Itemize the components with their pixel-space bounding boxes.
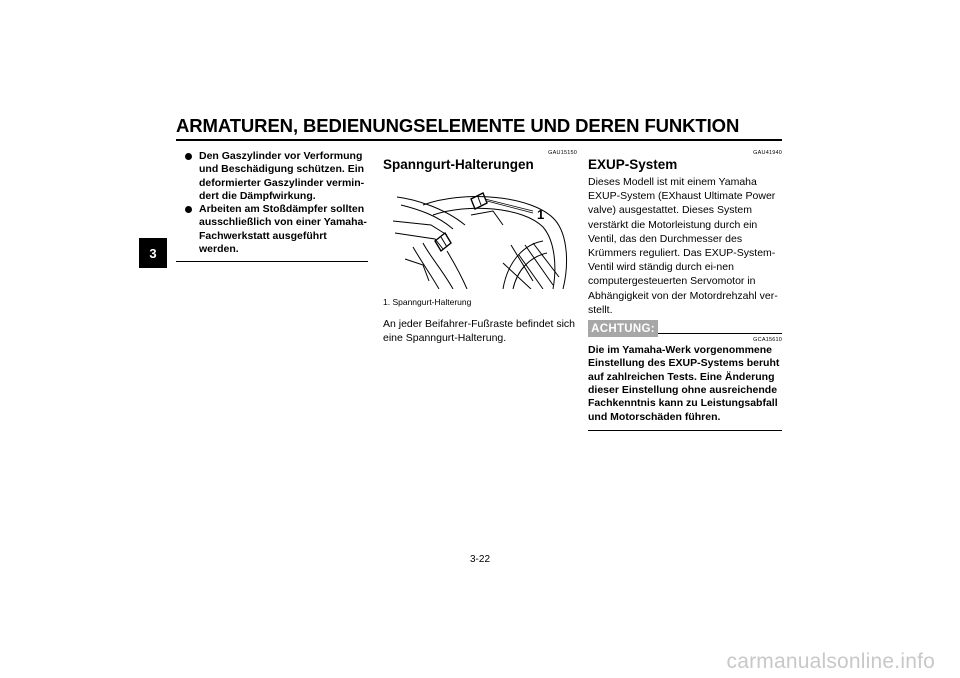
notice-end-rule [588,430,782,431]
figure-caption: 1. Spanngurt-Halterung [383,297,472,307]
notice-rule [658,333,782,334]
header-rule [176,139,782,141]
warning-bullet-item [176,203,368,256]
motorcycle-rear-illustration [383,185,577,289]
page-header-title: ARMATUREN, BEDIENUNGSELEMENTE UND DEREN FUNKTION [176,115,740,136]
warning-bullet-list [176,150,368,256]
section-title: Spanngurt-Halterungen [383,157,534,172]
notice-header [588,320,782,340]
column-exup-system [588,150,782,431]
bullet-dot-icon [185,206,192,213]
watermark-text: carmanualsonline.info [726,650,935,673]
notice-badge: ACHTUNG: [588,320,658,337]
chapter-tab: 3 [139,238,167,268]
warning-bullet-text: Den Gaszylinder vor Verformung und Beschädigung schützen. Ein deformierter Gaszylinder vermin-dert die Dämpfwirkung. [199,150,365,202]
warning-bullet-item [176,150,368,203]
column-warning-continued [176,150,368,262]
notice-text: Die im Yamaha-Werk vorgenommene Einstellung des EXUP-Systems beruht auf zahlreichen Tests. Eine Änderung dieser Einstellung ohne ausreichende Fachkenntnis kann zu Leistungsabfall und Motorschäden führen. [588,344,780,423]
section-body: An jeder Beifahrer-Fußraste befindet sich eine Spanngurt-Halterung. [383,318,576,344]
strap-holder-figure [383,185,577,289]
figure-callout-number: 1 [537,207,545,222]
column-strap-holders [383,150,577,345]
section-title: EXUP-System [588,157,678,172]
notice-code: GCA15610 [753,337,782,344]
warning-bullet-text: Arbeiten am Stoßdämpfer sollten ausschließlich von einer Yamaha-Fachwerkstatt ausgeführt werden. [199,203,367,256]
section-code: GAU15150 [548,150,577,156]
bullet-dot-icon [185,153,192,160]
section-code: GAU41940 [753,150,782,156]
warning-end-rule [176,261,368,262]
section-body: Dieses Modell ist mit einem Yamaha EXUP-System (EXhaust Ultimate Power valve) ausgestattet. Dieses System verstärkt die Motorleistung durch ein Ventil, das den Durchmesser des Krümmers reguliert. Das EXUP-System-Ventil wird ständig durch ei-nen computergesteuerten Servomotor in Abhängigkeit von der Motordrehzahl ver-stellt. [588,176,778,316]
page-number: 3-22 [469,554,490,565]
